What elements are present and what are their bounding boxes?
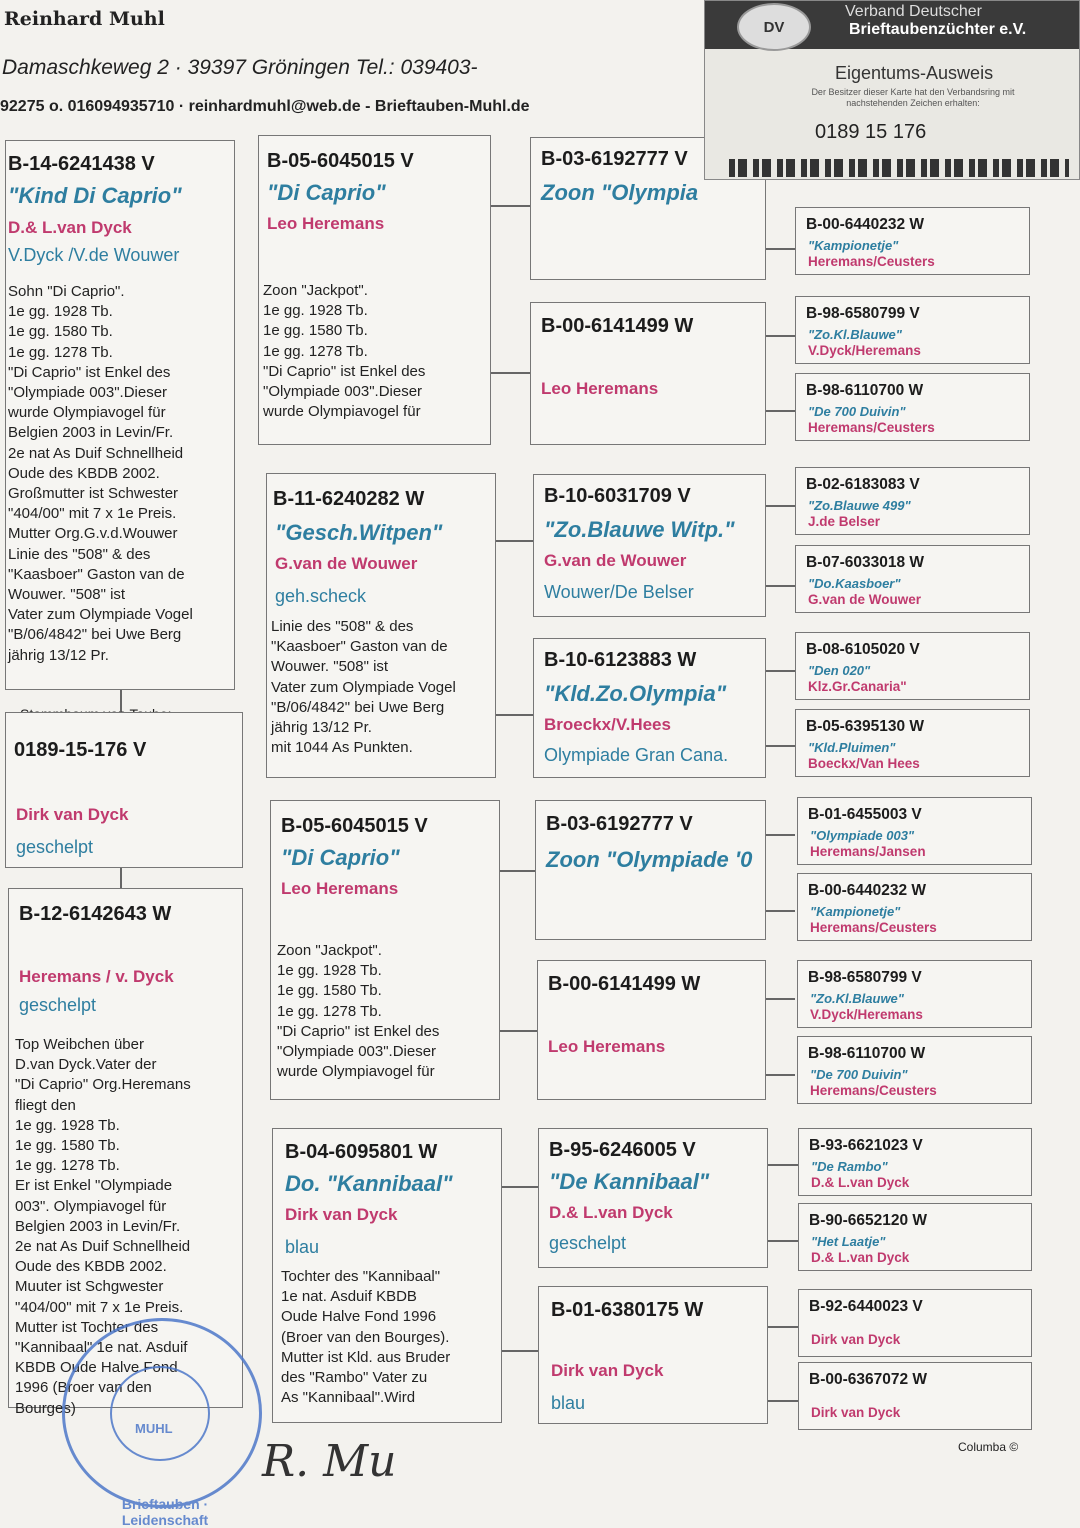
ggp-breeder: Leo Heremans <box>548 1037 666 1056</box>
gggp-name: "Kampionetje" <box>810 904 901 919</box>
stamp-ring-text: Brieftauben · Leidenschaft <box>121 1496 209 1528</box>
ggp-box <box>533 638 766 778</box>
gggp-breeder: Boeckx/Van Hees <box>808 756 920 771</box>
ggp-ring: B-03-6192777 V <box>546 813 693 835</box>
gggp-breeder: Dirk van Dyck <box>811 1405 901 1420</box>
father-name: "Kind Di Caprio" <box>8 183 182 208</box>
gggp-ring: B-02-6183083 V <box>806 476 920 493</box>
ggp-line: blau <box>551 1393 586 1413</box>
gp3-name: "Di Caprio" <box>281 845 400 870</box>
gggp-ring: B-00-6440232 W <box>808 882 927 899</box>
subject-breeder: Dirk van Dyck <box>16 805 129 824</box>
gggp-box <box>797 873 1032 941</box>
ggp-line: Wouwer/De Belser <box>544 582 694 602</box>
breeder-stamp <box>62 1318 262 1528</box>
mother-color: geschelpt <box>19 995 97 1015</box>
gggp-ring: B-98-6110700 W <box>806 382 924 399</box>
gp1-name: "Di Caprio" <box>267 180 386 205</box>
gp4-notes: Tochter des "Kannibaal" 1e nat. Asduif KBDB Oude Halve Fond 1996 (Broer van den Bourges). Mutter ist Kld. aus Bruder des "Rambo" Vater zu As "Kannibaal".Wird <box>281 1268 451 1407</box>
card-note: Der Besitzer dieser Karte hat den Verbandsring mit nachstehenden Zeichen erhalten: <box>811 87 1015 108</box>
subject-ring: 0189-15-176 V <box>14 739 147 761</box>
gp2-name: "Gesch.Witpen" <box>275 520 443 545</box>
ggp-box <box>533 474 766 617</box>
gggp-ring: B-90-6652120 W <box>809 1212 928 1229</box>
ggp-box <box>538 1286 768 1424</box>
gggp-breeder: V.Dyck/Heremans <box>808 343 921 358</box>
gp3-ring: B-05-6045015 V <box>281 815 428 837</box>
columba-brand: Columba © <box>958 1440 1019 1454</box>
gp3-breeder: Leo Heremans <box>281 879 399 898</box>
gggp-name: "Kampionetje" <box>808 238 899 253</box>
father-box <box>5 140 235 690</box>
ggp-breeder: Dirk van Dyck <box>551 1361 664 1380</box>
gp2-color: geh.scheck <box>275 586 367 606</box>
gggp-name: "De 700 Duivin" <box>810 1067 908 1082</box>
gggp-ring: B-08-6105020 V <box>806 641 920 658</box>
gggp-box <box>795 632 1030 700</box>
mother-notes: Top Weibchen über D.van Dyck.Vater der "Di Caprio" Org.Heremans fliegt den 1e gg. 1928 Tb. 1e gg. 1580 Tb. 1e gg. 1278 Tb. Er ist Enkel "Olympiade 003". Olympiavogel für Belgien 2003 in Levin/Fr. 2e nat As Duif Schnellheid Oude des KBDB 2002. Muuter ist Schgwester "404/00" mit 7 x 1e Preis. Mutter ist Tochter des "Kannibaal" 1e nat. Asduif KBDB Oude Halve Fond 1996 (Broer van den Bourges) <box>15 1036 191 1417</box>
signature: R. Mu <box>262 1436 397 1487</box>
gp2-breeder: G.van de Wouwer <box>275 554 418 573</box>
gggp-box <box>795 709 1030 777</box>
gggp-ring: B-00-6367072 W <box>809 1371 928 1388</box>
dove-icon <box>110 1366 210 1461</box>
ggp-ring: B-00-6141499 W <box>548 973 701 995</box>
gggp-ring: B-07-6033018 W <box>806 554 925 571</box>
gggp-breeder: Heremans/Ceusters <box>808 420 935 435</box>
owner-address: Damaschkeweg 2 · 39397 Gröningen Tel.: 039403- <box>2 56 478 79</box>
ggp-box <box>530 302 766 445</box>
gggp-ring: B-00-6440232 W <box>806 216 925 233</box>
gggp-box <box>798 1128 1032 1196</box>
gggp-breeder: V.Dyck/Heremans <box>810 1007 923 1022</box>
gggp-box <box>795 207 1030 275</box>
gggp-breeder: Dirk van Dyck <box>811 1332 901 1347</box>
ggp-box <box>535 800 766 940</box>
gggp-name: "Het Laatje" <box>811 1234 886 1249</box>
gggp-ring: B-92-6440023 V <box>809 1298 923 1315</box>
gggp-box <box>795 296 1030 364</box>
gggp-box <box>798 1362 1032 1430</box>
gggp-box <box>798 1203 1032 1271</box>
gp4-name: Do. "Kannibaal" <box>285 1171 453 1196</box>
father-breeder: D.& L.van Dyck <box>8 218 132 237</box>
gggp-ring: B-05-6395130 W <box>806 718 925 735</box>
ggp-ring: B-01-6380175 W <box>551 1299 704 1321</box>
gggp-name: "Zo.Blauwe 499" <box>808 498 911 513</box>
subject-color: geschelpt <box>16 837 94 857</box>
gggp-name: "Olympiade 003" <box>810 828 915 843</box>
gp4-box <box>272 1128 502 1423</box>
card-org-line1: Verband Deutscher <box>845 3 982 20</box>
ggp-box <box>537 960 766 1100</box>
gggp-box <box>797 797 1032 865</box>
gggp-ring: B-01-6455003 V <box>808 806 922 823</box>
gggp-box <box>795 373 1030 441</box>
gp4-breeder: Dirk van Dyck <box>285 1205 398 1224</box>
ggp-name: Zoon "Olympia <box>541 180 699 205</box>
gp2-box <box>266 473 496 778</box>
gp4-color: blau <box>285 1237 320 1257</box>
gggp-box <box>797 1036 1032 1104</box>
card-title: Eigentums-Ausweis <box>835 63 994 83</box>
ggp-breeder: Broeckx/V.Hees <box>544 715 671 734</box>
gggp-ring: B-98-6580799 V <box>806 305 920 322</box>
vdb-logo-icon: DV <box>737 3 811 51</box>
gggp-name: "Zo.Kl.Blauwe" <box>808 327 902 342</box>
gggp-name: "Den 020" <box>808 663 871 678</box>
ggp-box <box>538 1128 768 1268</box>
ggp-ring: B-95-6246005 V <box>549 1139 696 1161</box>
mother-breeder: Heremans / v. Dyck <box>19 967 174 986</box>
gp2-notes: Linie des "508" & des "Kaasboer" Gaston van de Wouwer. "508" ist Vater zum Olympiade Vogel "B/06/4842" bei Uwe Berg jährig 13/12 Pr. mit 1044 As Punkten. <box>271 618 456 757</box>
ggp-name: "De Kannibaal" <box>549 1169 710 1194</box>
ggp-breeder: D.& L.van Dyck <box>549 1203 673 1222</box>
gggp-breeder: Heremans/Jansen <box>810 844 926 859</box>
gggp-name: "Do.Kaasboer" <box>808 576 901 591</box>
gggp-ring: B-93-6621023 V <box>809 1137 923 1154</box>
gggp-breeder: Heremans/Ceusters <box>808 254 935 269</box>
gggp-breeder: Heremans/Ceusters <box>810 920 937 935</box>
gp3-box <box>270 800 500 1100</box>
gp1-box <box>258 135 491 445</box>
stamp-inner-text: MUHL <box>135 1421 173 1436</box>
card-ring-number: 0189 15 176 <box>815 121 927 143</box>
father-notes: Sohn "Di Caprio". 1e gg. 1928 Tb. 1e gg. 1580 Tb. 1e gg. 1278 Tb. "Di Caprio" ist Enkel des "Olympiade 003".Dieser wurde Olympiavogel für Belgien 2003 in Levin/Fr. 2e nat As Duif Schnellheid Oude des KBDB 2002. Großmutter ist Schwester "404/00" mit 7 x 1e Preis. Mutter Org.G.v.d.Wouwer Linie des "508" & des "Kaasboer" Gaston van de Wouwer. "508" ist Vater zum Olympiade Vogel "B/06/4842" bei Uwe Berg jährig 13/12 Pr. <box>8 283 193 664</box>
gggp-breeder: Klz.Gr.Canaria" <box>808 679 907 694</box>
owner-name: Reinhard Muhl <box>4 8 165 30</box>
gggp-box <box>797 960 1032 1028</box>
gggp-name: "De 700 Duivin" <box>808 404 906 419</box>
gp1-ring: B-05-6045015 V <box>267 150 414 172</box>
gggp-ring: B-98-6110700 W <box>808 1045 926 1062</box>
ggp-breeder: Leo Heremans <box>541 379 659 398</box>
gggp-breeder: G.van de Wouwer <box>808 592 922 607</box>
ggp-name: "Kld.Zo.Olympia" <box>544 681 727 706</box>
ggp-breeder: G.van de Wouwer <box>544 551 687 570</box>
ggp-ring: B-10-6031709 V <box>544 485 691 507</box>
gggp-box <box>798 1289 1032 1357</box>
mother-ring: B-12-6142643 W <box>19 903 172 925</box>
ggp-name: "Zo.Blauwe Witp." <box>544 517 735 542</box>
ownership-card <box>704 0 1080 180</box>
gggp-ring: B-98-6580799 V <box>808 969 922 986</box>
gggp-box <box>795 545 1030 613</box>
ggp-ring: B-10-6123883 W <box>544 649 697 671</box>
gp1-notes: Zoon "Jackpot". 1e gg. 1928 Tb. 1e gg. 1580 Tb. 1e gg. 1278 Tb. "Di Caprio" ist Enkel des "Olympiade 003".Dieser wurde Olympiavogel für <box>263 282 426 421</box>
gggp-box <box>795 467 1030 535</box>
ggp-line: Olympiade Gran Cana. <box>544 745 729 765</box>
gp4-ring: B-04-6095801 W <box>285 1141 438 1163</box>
subject-box <box>5 712 243 868</box>
card-org-line2: Brieftaubenzüchter e.V. <box>849 21 1027 38</box>
card-pattern-band <box>729 159 1069 177</box>
gggp-breeder: Heremans/Ceusters <box>810 1083 937 1098</box>
ggp-name: Zoon "Olympiade '0 <box>546 847 753 872</box>
father-ring: B-14-6241438 V <box>8 153 155 175</box>
father-line: V.Dyck /V.de Wouwer <box>8 245 180 265</box>
gggp-name: "Zo.Kl.Blauwe" <box>810 991 904 1006</box>
gggp-name: "Kld.Pluimen" <box>808 740 896 755</box>
ggp-ring: B-00-6141499 W <box>541 315 694 337</box>
gggp-breeder: D.& L.van Dyck <box>811 1175 910 1190</box>
gggp-breeder: D.& L.van Dyck <box>811 1250 910 1265</box>
ggp-line: geschelpt <box>549 1233 627 1253</box>
gp2-ring: B-11-6240282 W <box>273 488 425 510</box>
gp3-notes: Zoon "Jackpot". 1e gg. 1928 Tb. 1e gg. 1580 Tb. 1e gg. 1278 Tb. "Di Caprio" ist Enkel des "Olympiade 003".Dieser wurde Olympiavogel für <box>277 942 440 1081</box>
gp1-breeder: Leo Heremans <box>267 214 385 233</box>
gggp-breeder: J.de Belser <box>808 514 881 529</box>
owner-contact: 92275 o. 016094935710 · reinhardmuhl@web.de - Brieftauben-Muhl.de <box>0 98 530 115</box>
ggp-ring: B-03-6192777 V <box>541 148 688 170</box>
gggp-name: "De Rambo" <box>811 1159 888 1174</box>
